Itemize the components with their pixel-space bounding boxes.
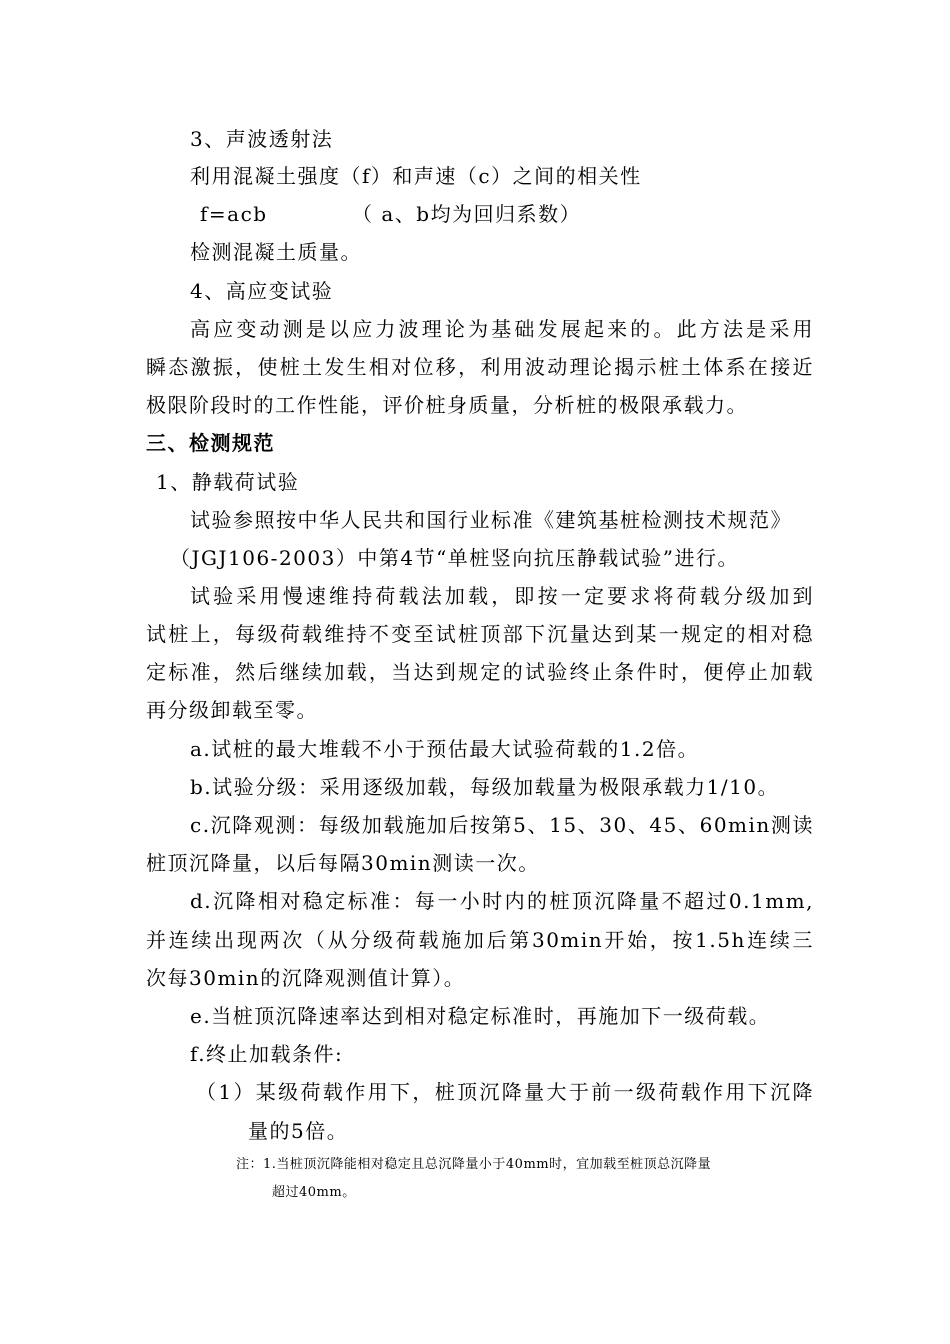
subsection-heading: 1、静载荷试验 [156,470,300,494]
formula-note: （ a、b均为回归系数） [352,202,582,226]
paragraph-line: 瞬态激振，使桩土发生相对位移，利用波动理论揭示桩土体系在接近 [146,355,814,379]
paragraph-line: 试桩上，每级荷载维持不变至试桩顶部下沉量达到某一规定的相对稳 [146,622,814,646]
list-item-d-cont: 次每30min的沉降观测值计算）。 [146,966,466,990]
footnote: 注：1.当桩顶沉降能相对稳定且总沉降量小于40mm时，宜加载至桩顶总沉降量 [236,1157,712,1172]
paragraph-line: 试验采用慢速维持荷载法加载，即按一定要求将荷载分级加到 [190,584,814,608]
condition-1-cont: 量的5倍。 [248,1119,349,1143]
paragraph-line: 极限阶段时的工作性能，评价桩身质量，分析桩的极限承载力。 [146,393,748,417]
paragraph-line: 定标准，然后继续加载，当达到规定的试验终止条件时，便停止加载 [146,660,814,684]
footnote-cont: 超过40mm。 [272,1185,356,1200]
list-item-b: b.试验分级：采用逐级加载，每级加载量为极限承载力1/10。 [190,775,780,799]
formula: f=acb [200,202,268,226]
chapter-heading: 三、检测规范 [146,431,275,455]
paragraph-line: 高应变动测是以应力波理论为基础发展起来的。此方法是采用 [190,317,814,341]
paragraph-line: 利用混凝土强度（f）和声速（c）之间的相关性 [190,164,642,188]
paragraph-line: 检测混凝土质量。 [190,240,362,264]
list-item-c-cont: 桩顶沉降量，以后每隔30min测读一次。 [146,851,540,875]
list-item-e: e.当桩顶沉降速率达到相对稳定标准时，再施加下一级荷载。 [190,1004,771,1028]
paragraph-line: （JGJ106-2003）中第4节“单桩竖向抗压静载试验”进行。 [170,546,740,570]
section-heading-high-strain: 4、高应变试验 [190,279,334,303]
section-heading-sonic: 3、声波透射法 [190,127,334,151]
condition-1: （1）某级荷载作用下，桩顶沉降量大于前一级荷载作用下沉降 [196,1080,814,1104]
list-item-f: f.终止加载条件: [190,1042,344,1066]
list-item-d-cont: 并连续出现两次（从分级荷载施加后第30min开始，按1.5h连续三 [146,928,814,952]
paragraph-line: 再分级卸载至零。 [146,698,318,722]
list-item-d: d.沉降相对稳定标准：每一小时内的桩顶沉降量不超过0.1mm, [190,889,814,913]
list-item-a: a.试桩的最大堆载不小于预估最大试验荷载的1.2倍。 [190,737,700,761]
list-item-c: c.沉降观测：每级加载施加后按第5、15、30、45、60min测读 [190,813,814,837]
paragraph-line: 试验参照按中华人民共和国行业标准《建筑基桩检测技术规范》 [190,508,792,532]
